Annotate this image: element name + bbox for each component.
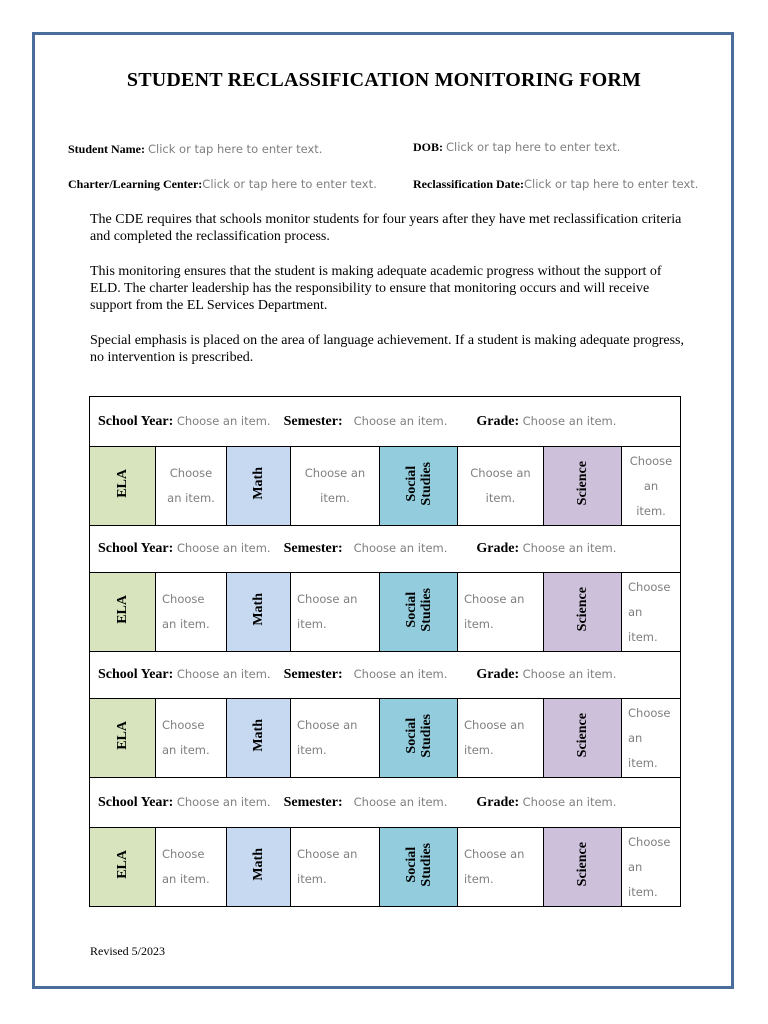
- grade-dropdown[interactable]: Choose an item.: [522, 541, 617, 555]
- ela-subject-cell: [90, 828, 156, 907]
- reclass-date-field[interactable]: [413, 177, 698, 192]
- semester-dropdown[interactable]: Choose an item.: [353, 541, 448, 555]
- science-subject-cell: [544, 699, 622, 778]
- ela-label: ELA: [115, 595, 130, 624]
- charter-field[interactable]: [68, 177, 377, 192]
- school-year-row: [90, 778, 681, 828]
- social-studies-subject-cell: [380, 573, 458, 652]
- math-label: Math: [251, 719, 266, 752]
- social-studies-subject-cell: [380, 828, 458, 907]
- ela-grade-dropdown[interactable]: Choose an item.: [156, 828, 227, 907]
- school-year-dropdown[interactable]: Choose an item.: [176, 667, 271, 681]
- math-grade-dropdown[interactable]: Choose an item.: [291, 699, 380, 778]
- math-subject-cell: [227, 447, 291, 526]
- science-label: Science: [575, 842, 590, 887]
- science-grade-dropdown[interactable]: Choose an item.: [622, 699, 681, 778]
- school-year-dropdown[interactable]: Choose an item.: [176, 794, 271, 809]
- ela-subject-cell: [90, 699, 156, 778]
- math-label: Math: [251, 848, 266, 881]
- social-studies-grade-dropdown[interactable]: Choose an item.: [458, 573, 544, 652]
- math-grade-dropdown[interactable]: Choose an item.: [291, 573, 380, 652]
- social-studies-grade-dropdown[interactable]: Choose an item.: [458, 447, 544, 526]
- dob-field[interactable]: [413, 140, 620, 155]
- dob-input[interactable]: Click or tap here to enter text.: [446, 140, 621, 154]
- ela-label: ELA: [115, 721, 130, 750]
- science-subject-cell: [544, 573, 622, 652]
- science-label: Science: [575, 587, 590, 632]
- school-year-row: [90, 397, 681, 447]
- subject-row: [90, 447, 681, 526]
- social-studies-label: Social Studies: [403, 461, 434, 506]
- math-subject-cell: [227, 573, 291, 652]
- grade-dropdown[interactable]: Choose an item.: [522, 667, 617, 681]
- school-year-label: School Year:: [98, 541, 174, 556]
- school-year-dropdown[interactable]: Choose an item.: [176, 413, 271, 428]
- social-studies-label: Social Studies: [403, 713, 434, 758]
- science-label: Science: [575, 713, 590, 758]
- semester-dropdown[interactable]: Choose an item.: [353, 413, 448, 428]
- school-year-label: School Year:: [98, 667, 174, 682]
- reclass-date-label: Reclassification Date:: [413, 177, 524, 191]
- ela-grade-dropdown[interactable]: Choose an item.: [156, 447, 227, 526]
- school-year-label: School Year:: [98, 794, 174, 810]
- ela-subject-cell: [90, 573, 156, 652]
- ela-label: ELA: [115, 850, 130, 879]
- ela-grade-dropdown[interactable]: Choose an item.: [156, 699, 227, 778]
- social-studies-grade-dropdown[interactable]: Choose an item.: [458, 699, 544, 778]
- ela-subject-cell: [90, 447, 156, 526]
- monitoring-table: [89, 396, 681, 907]
- form-title: STUDENT RECLASSIFICATION MONITORING FORM: [126, 69, 642, 91]
- student-name-field[interactable]: [68, 142, 322, 157]
- school-year-label: School Year:: [98, 413, 174, 429]
- grade-dropdown[interactable]: Choose an item.: [522, 413, 617, 428]
- charter-label: Charter/Learning Center:: [68, 177, 203, 191]
- subject-row: [90, 828, 681, 907]
- science-label: Science: [575, 461, 590, 506]
- social-studies-label: Social Studies: [403, 842, 434, 887]
- math-grade-dropdown[interactable]: Choose an item.: [291, 828, 380, 907]
- revised-date: Revised 5/2023: [90, 944, 165, 958]
- social-studies-subject-cell: [380, 447, 458, 526]
- science-subject-cell: [544, 828, 622, 907]
- dob-label: DOB:: [413, 140, 443, 154]
- paragraph-monitoring: This monitoring ensures that the student is making adequate academic progress without the support of ELD. The charter leadership has the responsibility to ensure that monitoring occurs and will receive support from the EL Services Department.: [90, 264, 662, 313]
- grade-label: Grade:: [476, 541, 520, 556]
- semester-dropdown[interactable]: Choose an item.: [353, 794, 448, 809]
- semester-label: Semester:: [283, 667, 343, 682]
- semester-label: Semester:: [283, 794, 343, 810]
- grade-dropdown[interactable]: Choose an item.: [522, 794, 617, 809]
- school-year-row: [90, 526, 681, 573]
- social-studies-subject-cell: [380, 699, 458, 778]
- paragraph-cde-requirement: The CDE requires that schools monitor students for four years after they have met reclassification criteria and completed the reclassification process.: [90, 212, 682, 244]
- ela-grade-dropdown[interactable]: Choose an item.: [156, 573, 227, 652]
- social-studies-grade-dropdown[interactable]: Choose an item.: [458, 828, 544, 907]
- math-label: Math: [251, 467, 266, 500]
- social-studies-label: Social Studies: [403, 587, 434, 632]
- school-year-dropdown[interactable]: Choose an item.: [176, 541, 271, 555]
- student-name-input[interactable]: Click or tap here to enter text.: [148, 142, 323, 156]
- reclass-date-input[interactable]: Click or tap here to enter text.: [523, 177, 699, 191]
- math-subject-cell: [227, 699, 291, 778]
- ela-label: ELA: [115, 469, 130, 498]
- grade-label: Grade:: [476, 667, 520, 682]
- charter-input[interactable]: Click or tap here to enter text.: [202, 177, 377, 191]
- subject-row: [90, 573, 681, 652]
- subject-row: [90, 699, 681, 778]
- grade-label: Grade:: [476, 794, 520, 810]
- science-grade-dropdown[interactable]: Choose an item.: [622, 573, 681, 652]
- school-year-row: [90, 652, 681, 699]
- math-label: Math: [251, 593, 266, 626]
- student-name-label: Student Name:: [68, 142, 145, 156]
- math-subject-cell: [227, 828, 291, 907]
- science-grade-dropdown[interactable]: Choose an item.: [622, 447, 681, 526]
- science-grade-dropdown[interactable]: Choose an item.: [622, 828, 681, 907]
- paragraph-emphasis: Special emphasis is placed on the area of language achievement. If a student is making adequate progress, no intervention is prescribed.: [90, 333, 685, 365]
- semester-label: Semester:: [283, 413, 343, 429]
- grade-label: Grade:: [476, 413, 520, 429]
- semester-dropdown[interactable]: Choose an item.: [353, 667, 448, 681]
- math-grade-dropdown[interactable]: Choose an item.: [291, 447, 380, 526]
- semester-label: Semester:: [283, 541, 343, 556]
- science-subject-cell: [544, 447, 622, 526]
